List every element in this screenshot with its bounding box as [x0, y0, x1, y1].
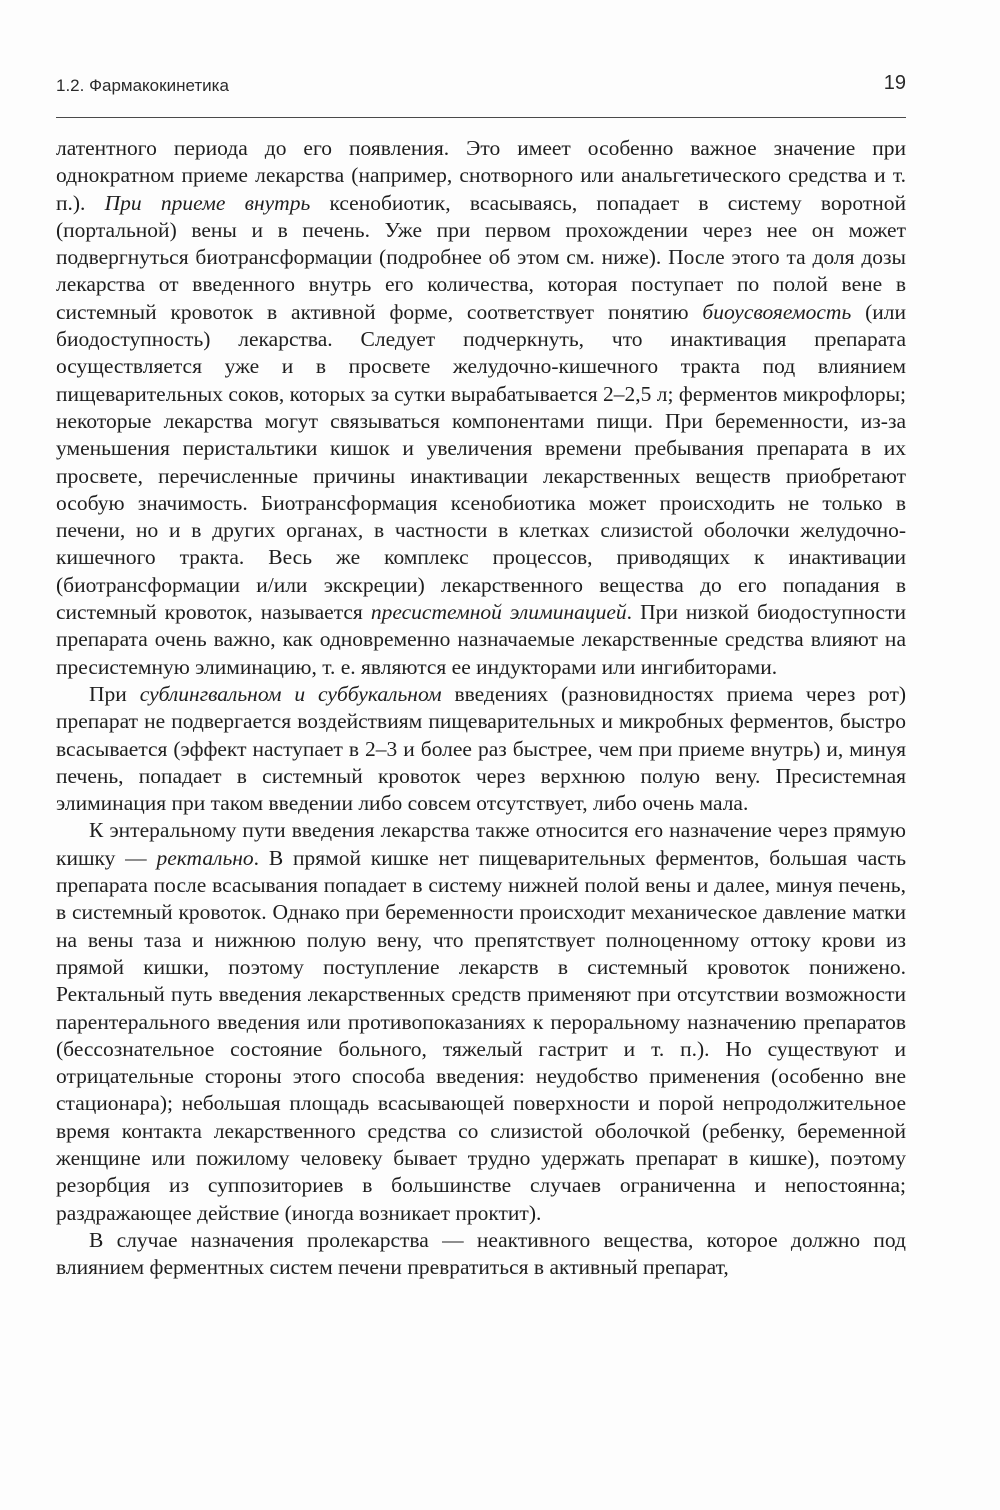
italic-term: сублингвальном и суббукальном — [139, 681, 442, 706]
paragraph-1 — [56, 135, 906, 681]
paragraph-text: В случае назначения пролекарства — неактивного вещества, которое должно под влиянием ферментных систем печени превратиться в активный препарат, — [56, 1227, 906, 1280]
italic-term: При приеме внутрь — [104, 190, 311, 215]
paragraph-text: (или биодоступность) лекарства. Следует подчеркнуть, что инактивация препарата осуществляется уже и в просвете желудочно-кишечного тракта под влиянием пищеварительных соков, которых за сутки вырабатывается 2–2,5 л; ферментов микрофлоры; некоторые лекарства могут связываться компонентами пищи. При беременности, из-за уменьшения перистальтики кишок и увеличения времени пребывания препарата в их просвете, перечисленные причины инактивации лекарственных веществ приобретают особую значимость. Биотрансформация ксенобиотика может происходить не только в печени, но и в других органах, в частности в клетках слизистой оболочки желудочно-кишечного тракта. Весь же комплекс процессов, приводящих к инактивации (биотрансформации и/или экскреции) лекарственного вещества до его попадания в системный кровоток, называется — [56, 299, 906, 625]
paragraph-3 — [56, 817, 906, 1226]
paragraph-text: ксенобиотик, всасываясь, попадает в систему воротной (портальной) вены и в печень. Уже при первом прохождении через нее он может подвергнуться биотрансформации (подробнее об этом см. ниже). После этого та доля дозы лекарства от введенного внутрь его количества, которая поступает по полой вене в системный кровоток в активной форме, соответствует понятию — [56, 190, 906, 324]
italic-term: биоусвояемость — [702, 299, 852, 324]
paragraph-text: При — [89, 681, 140, 706]
paragraph-text: К энтеральному пути введения лекарства также относится его назначение через прямую кишку — — [56, 818, 906, 870]
header-divider — [56, 117, 906, 118]
italic-term: ректально — [156, 845, 254, 870]
running-header — [56, 70, 906, 102]
paragraph-text: латентного периода до его появления. Это имеет особенно важное значение при однократном приеме лекарства (например, снотворного или анальгетического средства и т. п.). — [56, 136, 906, 215]
paragraph-text: введениях (разновидностях приема через рот) препарат не подвергается воздействиям пищеварительных и микробных ферментов, быстро всасывается (эффект наступает в 2–3 и более раз быстрее, чем при приеме внутрь) и, минуя печень, попадает в системный кровоток через верхнюю полую вену. Пресистемная элиминация при таком введении либо совсем отсутствует, либо очень мала. — [56, 681, 906, 816]
paragraph-4 — [56, 1227, 906, 1282]
page-number: 19 — [883, 72, 906, 94]
italic-term: пресистемной элиминацией — [370, 600, 627, 625]
paragraph-text: . В прямой кишке нет пищеварительных ферментов, большая часть препарата после всасывания попадает в систему нижней полой вены и далее, минуя печень, в системный кровоток. Однако при беременности происходит механическое давление матки на вены таза и нижнюю полую вену, что препятствует полноценному оттоку крови из прямой кишки, поэтому поступление лекарств в системный кровоток понижено. Ректальный путь введения лекарственных средств применяют при отсутствии возможности парентерального введения или противопоказаниях к пероральному назначению препаратов (бессознательное состояние больного, тяжелый гастрит и т. п.). Но существуют и отрицательные стороны этого способа введения: неудобство применения (особенно вне стационара); небольшая площадь всасывающей поверхности и порой непродолжительное время контакта лекарственного средства со слизистой оболочкой (ребенку, беременной женщине или пожилому человеку бывает трудно удержать препарат в кишке), поэтому резорбция из суппозиториев в большинстве случаев ограниченна и непостоянна; раздражающее действие (иногда возникает проктит). — [56, 845, 907, 1225]
body-text — [56, 135, 906, 1281]
paragraph-2 — [56, 681, 906, 817]
section-title: 1.2. Фармакокинетика — [56, 76, 229, 95]
paragraph-text: . При низкой биодоступности препарата очень важно, как одновременно назначаемые лекарственные средства влияют на пресистемную элиминацию, т. е. являются ее индукторами или ингибиторами. — [56, 600, 906, 679]
